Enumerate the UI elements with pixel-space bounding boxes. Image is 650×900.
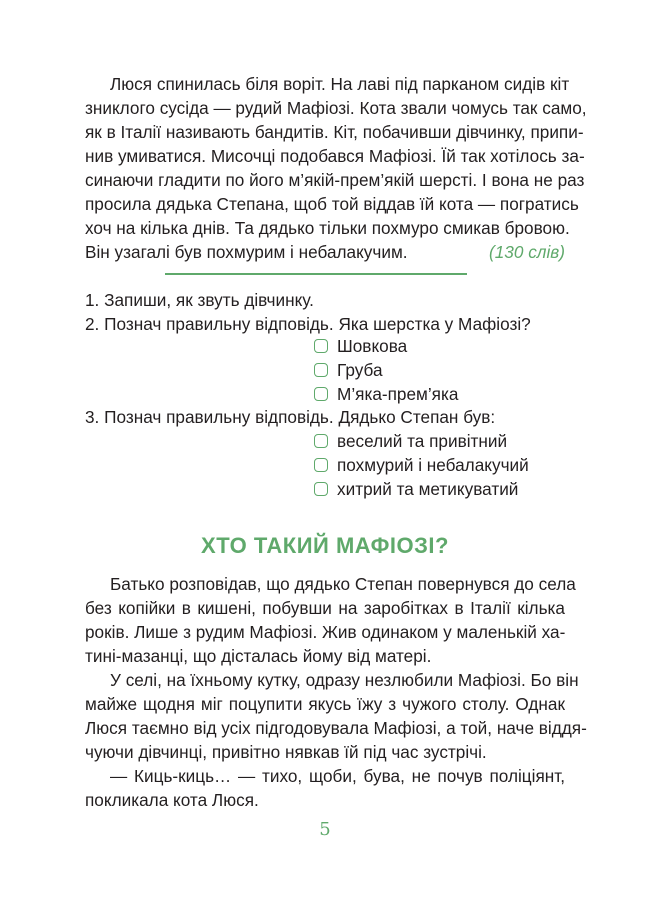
- story-line: як в Італії називають бандитів. Кіт, побачивши дівчинку, припи-: [85, 122, 584, 142]
- option-label: веселий та привітний: [337, 430, 508, 451]
- section-line: — Киць-киць… — тихо, щоби, бува, не почув поліціянт,: [110, 766, 565, 786]
- task-2-option[interactable]: [314, 382, 458, 406]
- checkbox-icon[interactable]: [314, 434, 328, 448]
- task-2: 2. Познач правильну відповідь. Яка шерстка у Мафіозі?: [85, 314, 531, 334]
- divider-line: [165, 273, 467, 275]
- checkbox-icon[interactable]: [314, 387, 328, 401]
- page-number: 5: [319, 819, 331, 840]
- section-heading: ХТО ТАКИЙ МАФІОЗІ?: [201, 533, 449, 558]
- task-2-option[interactable]: [314, 334, 407, 358]
- section-line: років. Лише з рудим Мафіозі. Жив одинаком у маленькій ха-: [85, 622, 566, 642]
- story-line: просила дядька Степана, щоб той віддав їй кота — погратись: [85, 194, 579, 214]
- task-3-option[interactable]: [314, 429, 507, 453]
- option-label: Груба: [337, 359, 383, 380]
- section-line: чуючи дівчинці, привітно нявкав їй під час зустрічі.: [85, 742, 487, 762]
- section-line: Батько розповідав, що дядько Степан повернувся до села: [110, 574, 576, 594]
- checkbox-icon[interactable]: [314, 339, 328, 353]
- checkbox-icon[interactable]: [314, 458, 328, 472]
- task-3-option[interactable]: [314, 453, 529, 477]
- story-line: нив умиватися. Мисочці подобався Мафіозі. Їй так хотілось за-: [85, 146, 585, 166]
- checkbox-icon[interactable]: [314, 363, 328, 377]
- story-line: Він узагалі був похмурим і небалакучим.: [85, 242, 408, 262]
- task-3-option[interactable]: [314, 477, 518, 501]
- story-line: хоч на кілька днів. Та дядько тільки похмуро смикав бровою.: [85, 218, 570, 238]
- story-line: зниклого сусіда — рудий Мафіозі. Кота звали чомусь так само,: [85, 98, 587, 118]
- checkbox-icon[interactable]: [314, 482, 328, 496]
- section-line: Люся таємно від усіх підгодовувала Мафіозі, а той, наче віддя-: [85, 718, 587, 738]
- option-label: М’яка-прем’яка: [337, 383, 459, 404]
- option-label: похмурий і небалакучий: [337, 454, 529, 475]
- story-line: синаючи гладити по його м’якій-прем’якій шерсті. І вона не раз: [85, 170, 585, 190]
- option-label: Шовкова: [337, 335, 408, 356]
- story-line: Люся спинилась біля воріт. На лаві під парканом сидів кіт: [110, 74, 570, 94]
- section-line: майже щодня міг поцупити якусь їжу з чужого столу. Однак: [85, 694, 565, 714]
- option-label: хитрий та метикуватий: [337, 478, 519, 499]
- task-3: 3. Познач правильну відповідь. Дядько Степан був:: [85, 407, 496, 427]
- section-line: У селі, на їхньому кутку, одразу незлюбили Мафіозі. Бо він: [110, 670, 579, 690]
- section-line: покликала кота Люся.: [85, 790, 259, 810]
- word-count: (130 слів): [489, 242, 565, 262]
- section-line: без копійки в кишені, побувши на заробітках в Італії кілька: [85, 598, 565, 618]
- task-2-option[interactable]: [314, 358, 383, 382]
- task-1: 1. Запиши, як звуть дівчинку.: [85, 290, 314, 310]
- section-line: тині-мазанці, що дісталась йому від матері.: [85, 646, 432, 666]
